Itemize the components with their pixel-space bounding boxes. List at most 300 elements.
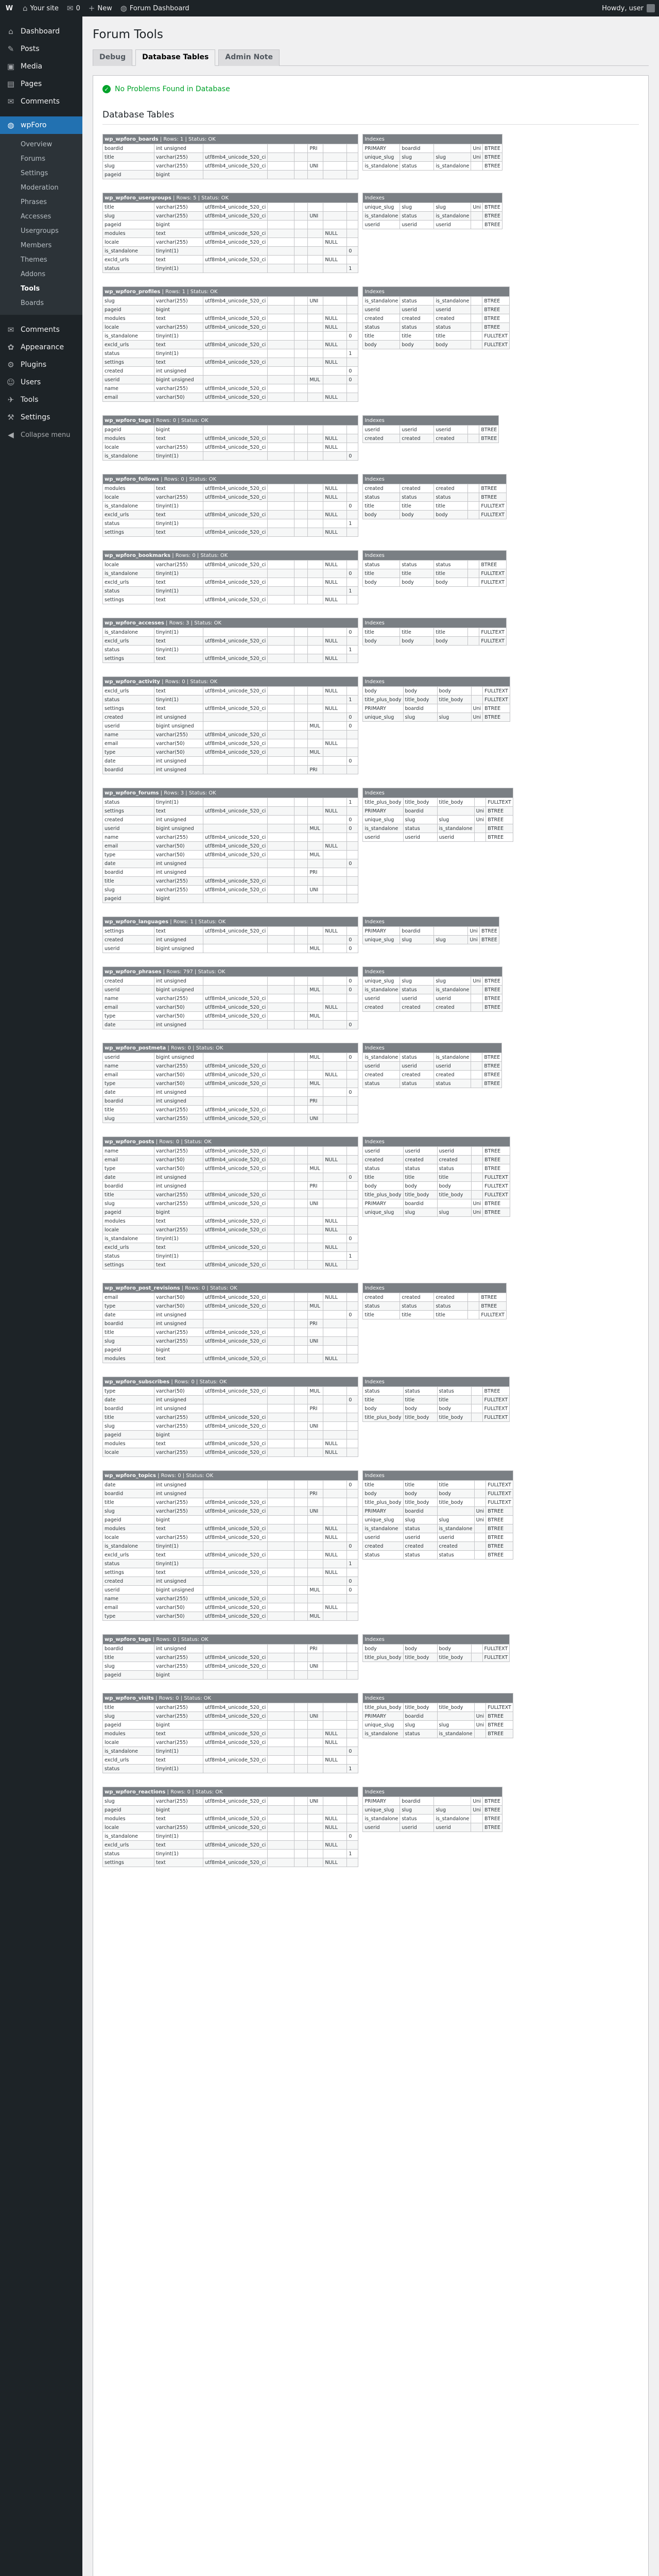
menu-icon: ✈	[7, 395, 14, 404]
table-cell	[294, 696, 308, 704]
table-cell: date	[103, 1481, 154, 1489]
table-cell: date	[103, 1311, 154, 1319]
table-cell: utf8mb4_unicode_520_ci	[203, 162, 268, 171]
table-cell	[203, 1182, 268, 1191]
table-cell	[203, 868, 268, 877]
index-cell	[468, 637, 479, 646]
table-meta: Rows: 0 | Status: OK	[174, 1379, 227, 1385]
table-cell	[323, 1489, 347, 1498]
table-cell	[294, 1551, 308, 1560]
table-cell: int unsigned	[154, 1481, 203, 1489]
account-menu[interactable]: Howdy, user	[598, 0, 659, 16]
table-cell	[347, 1721, 358, 1730]
table-cell: 1	[347, 1765, 358, 1773]
table-cell: status	[103, 264, 154, 273]
submenu-item[interactable]: Usergroups	[21, 227, 59, 235]
index-cell: BTREE	[479, 1302, 507, 1311]
table-cell	[268, 256, 294, 264]
site-name-link[interactable]: ⌂ Your site	[23, 4, 59, 13]
index-cell: title	[434, 628, 468, 637]
table-cell: NULL	[323, 1858, 347, 1867]
table-row	[103, 1422, 358, 1431]
table-cell: utf8mb4_unicode_520_ci	[203, 877, 268, 886]
menu-label: Tools	[21, 396, 39, 404]
table-cell: UNI	[308, 1662, 323, 1671]
table-cell: varchar(255)	[154, 1662, 203, 1671]
table-cell: tinyint(1)	[154, 1560, 203, 1568]
table-row	[103, 203, 358, 212]
table-cell	[268, 816, 294, 824]
table-cell: NULL	[323, 256, 347, 264]
table-cell: NULL	[323, 1071, 347, 1079]
index-cell: body	[403, 1182, 437, 1191]
menu-item[interactable]	[0, 40, 82, 58]
table-cell: utf8mb4_unicode_520_ci	[203, 1568, 268, 1577]
table-cell	[294, 1765, 308, 1773]
index-cell: userid	[363, 833, 403, 842]
submenu-item[interactable]: Settings	[21, 170, 48, 177]
table-cell	[308, 367, 323, 376]
index-cell: is_standalone	[437, 1524, 474, 1533]
table-header	[103, 967, 358, 977]
menu-separator	[0, 315, 82, 321]
index-cell	[471, 1396, 482, 1404]
index-cell: is_standalone	[437, 1730, 474, 1738]
table-cell	[323, 851, 347, 859]
table-cell	[347, 1346, 358, 1354]
index-row	[363, 1071, 502, 1079]
index-row	[363, 798, 513, 807]
table-cell: utf8mb4_unicode_520_ci	[203, 511, 268, 519]
table-sep: |	[171, 195, 177, 201]
menu-separator	[0, 110, 82, 116]
table-cell	[294, 1311, 308, 1319]
submenu-item[interactable]: Forums	[21, 155, 45, 163]
index-row	[363, 994, 502, 1003]
tab-debug[interactable]: Debug	[93, 49, 132, 66]
menu-icon: ⚒	[7, 413, 14, 422]
index-row	[363, 1533, 513, 1542]
index-row	[363, 1712, 513, 1721]
table-row	[103, 1721, 358, 1730]
table-cell	[203, 144, 268, 153]
table-cell	[347, 868, 358, 877]
index-row	[363, 816, 513, 824]
index-cell: created	[400, 484, 434, 493]
table-row	[103, 1114, 358, 1123]
index-cell: is_standalone	[363, 212, 400, 221]
table-cell	[323, 367, 347, 376]
index-cell: status	[363, 323, 400, 332]
index-cell: is_standalone	[363, 1730, 403, 1738]
menu-item[interactable]	[0, 23, 82, 40]
forum-dashboard-link[interactable]: ◍ Forum Dashboard	[120, 4, 189, 13]
index-row	[363, 332, 510, 341]
menu-item[interactable]	[0, 391, 82, 409]
table-cell: tinyint(1)	[154, 1252, 203, 1261]
table-cell: utf8mb4_unicode_520_ci	[203, 1858, 268, 1867]
table-cell: email	[103, 1003, 154, 1012]
table-cell	[323, 162, 347, 171]
table-cell: title	[103, 1106, 154, 1114]
index-row	[363, 1311, 507, 1319]
wordpress-logo-icon[interactable]: W	[5, 4, 13, 12]
table-cell	[268, 713, 294, 722]
index-cell: unique_slug	[363, 153, 400, 162]
table-row	[103, 1481, 358, 1489]
table-cell	[347, 1489, 358, 1498]
submenu-item[interactable]: Members	[21, 242, 52, 249]
table-cell	[294, 842, 308, 851]
tab-database-tables[interactable]: Database Tables	[135, 49, 215, 66]
table-header	[103, 1635, 358, 1645]
table-cell	[268, 578, 294, 587]
table-cell	[323, 332, 347, 341]
table-cell	[308, 528, 323, 537]
table-row	[103, 748, 358, 757]
table-cell	[294, 833, 308, 842]
table-cell	[294, 807, 308, 816]
table-cell	[308, 1721, 323, 1730]
index-cell: boardid	[403, 1712, 437, 1721]
table-cell	[294, 1612, 308, 1621]
menu-item[interactable]	[0, 321, 82, 338]
index-cell: Uni	[471, 144, 483, 153]
submenu-item[interactable]: Themes	[21, 256, 47, 264]
index-cell: body	[363, 511, 400, 519]
index-cell	[468, 569, 479, 578]
index-cell: body	[363, 1404, 403, 1413]
menu-item[interactable]	[0, 356, 82, 374]
table-cell: varchar(50)	[154, 1302, 203, 1311]
table-cell	[347, 1756, 358, 1765]
table-cell: bigint unsigned	[154, 376, 203, 384]
table-cell	[294, 519, 308, 528]
admin-menu	[0, 16, 82, 444]
index-cell: created	[403, 1542, 437, 1551]
table-cell	[323, 696, 347, 704]
table-cell: NULL	[323, 528, 347, 537]
table-cell	[308, 434, 323, 443]
index-row	[363, 1498, 513, 1507]
table-row	[103, 1645, 358, 1653]
table-cell	[268, 1243, 294, 1252]
table-cell	[268, 1662, 294, 1671]
indexes-header: Indexes	[363, 287, 510, 297]
table-cell	[268, 1823, 294, 1832]
index-cell: PRIMARY	[363, 1712, 403, 1721]
table-cell: status	[103, 587, 154, 596]
table-cell	[203, 349, 268, 358]
menu-icon: ⚙	[7, 360, 14, 369]
table-cell	[268, 203, 294, 212]
collapse-menu-button[interactable]	[0, 426, 82, 444]
table-cell: bigint	[154, 1806, 203, 1815]
index-cell: slug	[434, 203, 471, 212]
table-cell	[203, 1346, 268, 1354]
table-cell	[268, 1507, 294, 1516]
table-cell	[294, 994, 308, 1003]
index-cell: BTREE	[486, 1721, 513, 1730]
table-name: wp_wpforo_boards	[105, 136, 159, 142]
table-cell: varchar(50)	[154, 1603, 203, 1612]
submenu-item[interactable]: Tools	[21, 285, 40, 293]
table-cell	[294, 859, 308, 868]
table-meta: Rows: 0 | Status: OK	[175, 552, 228, 558]
table-cell: int unsigned	[154, 1645, 203, 1653]
table-cell	[347, 1439, 358, 1448]
index-cell	[471, 1071, 482, 1079]
index-cell: unique_slug	[363, 936, 400, 944]
table-cell: is_standalone	[103, 1234, 154, 1243]
table-cell	[294, 704, 308, 713]
table-cell	[308, 807, 323, 816]
index-cell	[474, 1481, 486, 1489]
table-name: wp_wpforo_activity	[105, 679, 160, 685]
index-cell: status	[363, 1079, 400, 1088]
table-row	[103, 256, 358, 264]
index-cell: userid	[400, 1823, 434, 1832]
table-cell	[203, 1481, 268, 1489]
table-cell: int unsigned	[154, 977, 203, 986]
menu-item[interactable]	[0, 338, 82, 356]
index-cell: BTREE	[483, 1003, 502, 1012]
submenu-item[interactable]: Moderation	[21, 184, 59, 192]
table-cell	[294, 1191, 308, 1199]
table-cell	[347, 1823, 358, 1832]
table-cell	[268, 1645, 294, 1653]
table-cell	[347, 1662, 358, 1671]
menu-item[interactable]	[0, 58, 82, 75]
table-row	[103, 1293, 358, 1302]
table-cell	[203, 1747, 268, 1756]
table-cell	[294, 569, 308, 578]
table-cell	[203, 1850, 268, 1858]
index-cell: unique_slug	[363, 1721, 403, 1730]
table-cell	[294, 1208, 308, 1217]
table-row	[103, 306, 358, 314]
table-row	[103, 1489, 358, 1498]
table-cell: 0	[347, 569, 358, 578]
table-row	[103, 1595, 358, 1603]
table-cell	[203, 977, 268, 986]
index-cell	[471, 1003, 483, 1012]
table-cell: is_standalone	[103, 332, 154, 341]
index-cell: status	[400, 986, 434, 994]
index-cell: body	[400, 578, 434, 587]
table-cell: type	[103, 1387, 154, 1396]
index-cell: BTREE	[483, 1815, 502, 1823]
menu-item[interactable]	[0, 374, 82, 391]
table-cell	[294, 687, 308, 696]
menu-item[interactable]	[0, 116, 82, 134]
table-cell: varchar(50)	[154, 1293, 203, 1302]
table-row	[103, 1234, 358, 1243]
index-cell	[471, 1079, 482, 1088]
db-table-block	[102, 1634, 639, 1680]
index-cell: is_standalone	[363, 1053, 400, 1062]
table-cell: utf8mb4_unicode_520_ci	[203, 1199, 268, 1208]
table-cell: varchar(50)	[154, 1071, 203, 1079]
table-cell	[323, 1645, 347, 1653]
table-cell	[268, 1396, 294, 1404]
table-cell	[268, 587, 294, 596]
menu-icon: ▣	[7, 62, 15, 71]
db-table-block	[102, 415, 639, 461]
table-cell	[294, 757, 308, 766]
table-cell	[347, 1404, 358, 1413]
table-cell	[294, 1489, 308, 1498]
index-cell: FULLTEXT	[483, 1191, 510, 1199]
table-cell	[203, 628, 268, 637]
table-cell	[294, 511, 308, 519]
table-cell	[268, 341, 294, 349]
table-cell	[323, 171, 347, 179]
table-cell: utf8mb4_unicode_520_ci	[203, 927, 268, 936]
table-cell: text	[154, 256, 203, 264]
index-cell: Uni	[474, 1507, 486, 1516]
table-cell	[347, 1302, 358, 1311]
table-cell	[294, 1721, 308, 1730]
table-row	[103, 1498, 358, 1507]
table-meta: Rows: 0 | Status: OK	[159, 1695, 212, 1701]
table-cell	[308, 704, 323, 713]
index-cell: Uni	[471, 1797, 483, 1806]
menu-item[interactable]	[0, 75, 82, 93]
table-cell	[268, 426, 294, 434]
table-cell	[347, 1533, 358, 1542]
index-cell: boardid	[403, 807, 437, 816]
table-cell	[347, 1595, 358, 1603]
index-cell	[474, 1498, 486, 1507]
table-cell: text	[154, 1730, 203, 1738]
table-cell: 0	[347, 1542, 358, 1551]
table-cell	[347, 748, 358, 757]
table-cell	[308, 1346, 323, 1354]
table-cell	[294, 1730, 308, 1738]
index-cell: userid	[400, 1062, 434, 1071]
table-cell: text	[154, 1841, 203, 1850]
index-row	[363, 1199, 510, 1208]
index-cell: title	[400, 628, 434, 637]
table-cell: varchar(255)	[154, 1703, 203, 1712]
table-cell: modules	[103, 1524, 154, 1533]
submenu-item[interactable]: Phrases	[21, 198, 47, 206]
table-cell: UNI	[308, 1797, 323, 1806]
index-cell: userid	[434, 221, 471, 229]
index-row	[363, 1551, 513, 1560]
table-cell: text	[154, 637, 203, 646]
table-cell	[323, 1765, 347, 1773]
menu-label: Pages	[21, 80, 42, 88]
table-cell: MUL	[308, 1053, 323, 1062]
table-cell: title	[103, 1328, 154, 1337]
indexes-table	[362, 618, 507, 646]
table-cell: utf8mb4_unicode_520_ci	[203, 1156, 268, 1164]
table-cell	[294, 1097, 308, 1106]
index-cell: BTREE	[483, 1806, 502, 1815]
index-cell: created	[434, 1293, 468, 1302]
table-cell	[323, 349, 347, 358]
tools-panel	[93, 75, 649, 2576]
index-row	[363, 203, 502, 212]
menu-item[interactable]	[0, 93, 82, 110]
table-cell	[347, 1191, 358, 1199]
comments-link[interactable]: ✉ 0	[66, 4, 80, 13]
table-cell	[268, 1088, 294, 1097]
table-row	[103, 367, 358, 376]
table-cell	[323, 886, 347, 894]
index-cell	[474, 1489, 486, 1498]
table-cell	[323, 1404, 347, 1413]
table-name: wp_wpforo_tags	[105, 1636, 151, 1642]
table-cell	[308, 833, 323, 842]
index-cell	[468, 561, 479, 569]
table-cell	[347, 1653, 358, 1662]
table-cell: modules	[103, 484, 154, 493]
index-cell: status	[363, 1551, 403, 1560]
columns-table	[102, 1377, 358, 1457]
tab-admin-note[interactable]: Admin Note	[218, 49, 280, 66]
table-cell: tinyint(1)	[154, 452, 203, 461]
table-cell	[203, 757, 268, 766]
table-cell	[347, 1337, 358, 1346]
table-cell: text	[154, 687, 203, 696]
index-cell: slug	[400, 936, 434, 944]
table-cell: int unsigned	[154, 859, 203, 868]
table-cell: varchar(50)	[154, 1164, 203, 1173]
index-row	[363, 323, 510, 332]
table-cell	[294, 1603, 308, 1612]
table-cell	[294, 1797, 308, 1806]
index-cell: slug	[400, 153, 434, 162]
table-cell	[308, 628, 323, 637]
table-cell	[294, 314, 308, 323]
index-cell: status	[403, 1387, 437, 1396]
submenu-item[interactable]: Accesses	[21, 213, 51, 221]
table-cell	[294, 493, 308, 502]
table-cell: pageid	[103, 1806, 154, 1815]
index-cell: title	[363, 332, 400, 341]
indexes-table	[362, 676, 510, 722]
table-sep: |	[169, 1379, 175, 1385]
index-cell	[471, 1404, 482, 1413]
table-cell	[347, 1293, 358, 1302]
table-row	[103, 1586, 358, 1595]
table-cell	[294, 1858, 308, 1867]
table-cell	[347, 1243, 358, 1252]
table-name: wp_wpforo_usergroups	[105, 195, 171, 201]
submenu-item[interactable]: Boards	[21, 299, 44, 307]
menu-item[interactable]	[0, 409, 82, 426]
submenu-item[interactable]: Addons	[21, 270, 46, 278]
table-cell	[268, 297, 294, 306]
table-row	[103, 1173, 358, 1182]
table-header	[103, 134, 358, 144]
table-cell	[268, 1173, 294, 1182]
index-cell: status	[400, 1815, 434, 1823]
table-cell: UNI	[308, 1712, 323, 1721]
table-cell: NULL	[323, 687, 347, 696]
new-content-link[interactable]: + New	[88, 4, 112, 13]
submenu-item[interactable]: Overview	[21, 141, 53, 148]
table-cell: varchar(255)	[154, 153, 203, 162]
collapse-label: Collapse menu	[21, 431, 71, 439]
table-cell: 0	[347, 936, 358, 944]
table-cell: title	[103, 877, 154, 886]
table-cell	[308, 1560, 323, 1568]
section-title: Database Tables	[102, 101, 639, 125]
